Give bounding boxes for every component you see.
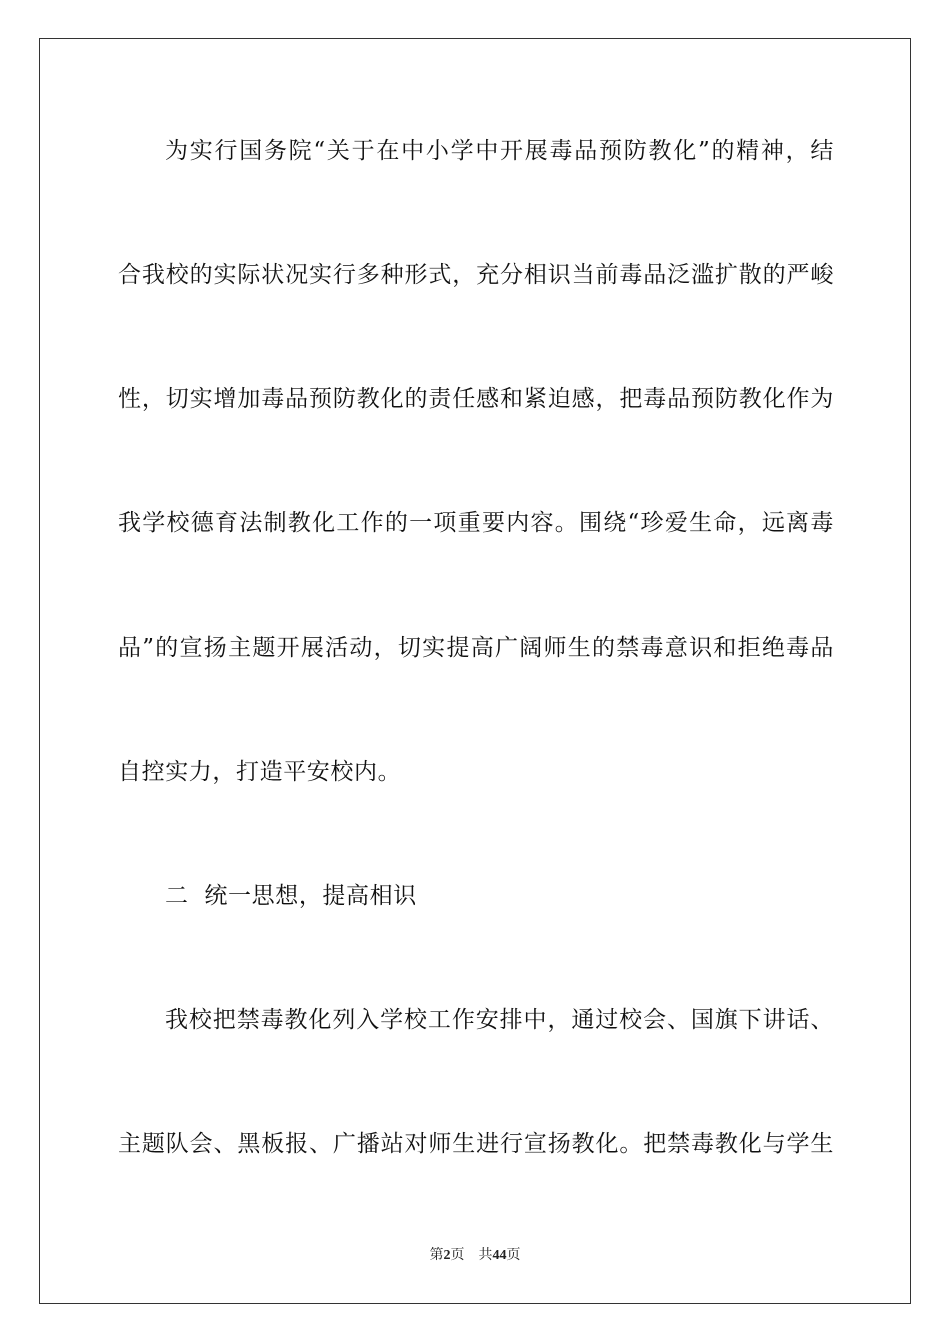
paragraph-line-4: 我学校德育法制教化工作的一项重要内容。围绕“珍爱生命，远离毒 — [118, 510, 834, 536]
footer-total-suffix: 页 — [506, 1248, 521, 1263]
section-heading: 二 统一思想，提高相识 — [165, 883, 417, 909]
page-footer — [0, 1247, 950, 1265]
footer-total-pages: 44 — [492, 1248, 507, 1263]
footer-page-suffix: 页 — [450, 1248, 465, 1263]
paragraph-line-2: 合我校的实际状况实行多种形式，充分相识当前毒品泛滥扩散的严峻 — [118, 262, 834, 288]
paragraph-line-8: 主题队会、黑板报、广播站对师生进行宣扬教化。把禁毒教化与学生 — [118, 1131, 834, 1157]
paragraph-line-5: 品”的宣扬主题开展活动，切实提高广阔师生的禁毒意识和拒绝毒品 — [118, 635, 834, 661]
paragraph-line-1: 为实行国务院“关于在中小学中开展毒品预防教化”的精神，结 — [165, 138, 834, 164]
footer-page-prefix: 第 — [429, 1248, 444, 1263]
paragraph-line-7: 我校把禁毒教化列入学校工作安排中，通过校会、国旗下讲话、 — [165, 1007, 834, 1033]
footer-total-prefix: 共 — [478, 1248, 493, 1263]
page-border — [39, 38, 911, 1304]
paragraph-line-6: 自控实力，打造平安校内。 — [118, 759, 402, 785]
paragraph-line-3: 性，切实增加毒品预防教化的责任感和紧迫感，把毒品预防教化作为 — [118, 386, 834, 412]
footer-page-number: 2 — [443, 1248, 451, 1263]
